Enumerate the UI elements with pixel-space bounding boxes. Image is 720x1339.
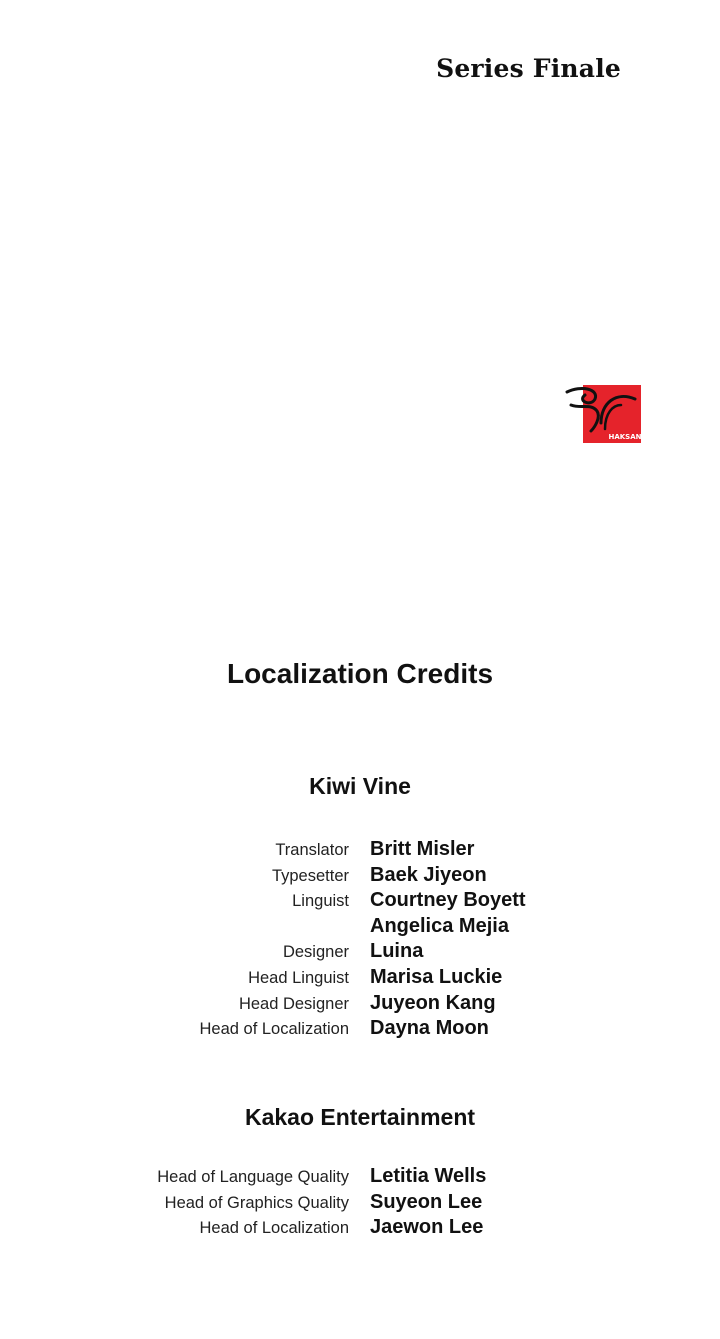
credit-role: Head of Graphics Quality	[164, 1193, 349, 1212]
kakao-credit-list	[0, 1165, 720, 1242]
haksan-logo	[561, 383, 643, 445]
credit-role: Head of Localization	[199, 1219, 349, 1238]
series-title: Series Finale	[436, 54, 621, 83]
credit-role: Designer	[282, 943, 349, 962]
credit-row	[0, 992, 720, 1018]
credit-row	[0, 1216, 720, 1242]
credit-role: Linguist	[292, 892, 349, 911]
credit-row	[0, 889, 720, 915]
credit-row	[0, 1165, 720, 1191]
credit-row	[0, 864, 720, 890]
credit-name: Courtney Boyett	[370, 889, 526, 912]
credit-role: Head Linguist	[248, 968, 349, 987]
credit-name: Juyeon Kang	[370, 991, 496, 1014]
kakao-entertainment-title: Kakao Entertainment	[244, 1104, 476, 1130]
credit-row	[0, 966, 720, 992]
credit-row	[0, 915, 720, 941]
kiwi-vine-credit-list	[0, 838, 720, 1043]
credit-name: Luina	[370, 940, 424, 963]
credit-name: Marisa Luckie	[370, 965, 503, 988]
credit-name: Baek Jiyeon	[370, 863, 487, 886]
credit-name: Angelica Mejia	[370, 914, 509, 937]
localization-credits-title: Localization Credits	[226, 658, 494, 689]
credit-name: Suyeon Lee	[370, 1190, 483, 1213]
credit-name: Jaewon Lee	[370, 1216, 484, 1239]
credit-name: Britt Misler	[370, 838, 475, 860]
credit-row	[0, 838, 720, 864]
credit-role: Typesetter	[271, 866, 349, 885]
svg-text:HAKSAN: HAKSAN	[608, 433, 642, 441]
credit-name: Letitia Wells	[370, 1165, 487, 1187]
credit-row	[0, 1191, 720, 1217]
credit-row	[0, 1017, 720, 1043]
credit-name: Dayna Moon	[370, 1017, 489, 1040]
credit-role: Head of Language Quality	[157, 1168, 349, 1186]
kiwi-vine-title: Kiwi Vine	[309, 773, 411, 799]
credit-row	[0, 940, 720, 966]
credit-role: Head Designer	[238, 994, 349, 1013]
credit-role: Translator	[275, 841, 349, 859]
credit-role: Head of Localization	[199, 1020, 349, 1039]
